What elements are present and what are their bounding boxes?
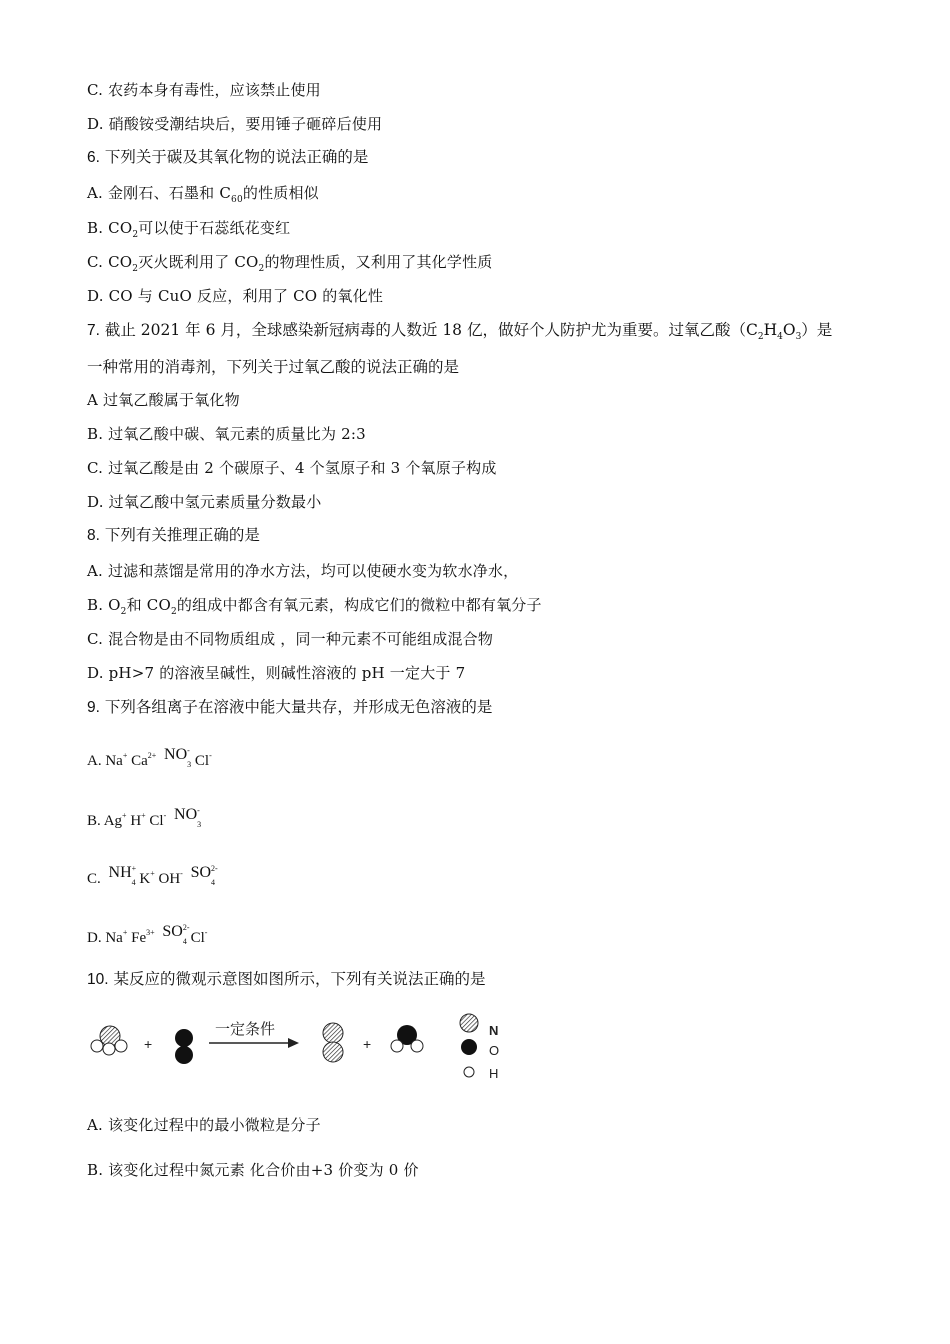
q6-option-d: D. CO 与 CuO 反应，利用了 CO 的氧化性 (87, 287, 384, 305)
q6-number: 6. (87, 149, 100, 166)
ion-oh: OH (158, 871, 181, 887)
ion-symbol: NO (164, 746, 188, 763)
q8-b-text: B. O (87, 596, 121, 614)
reaction-condition: 一定条件 (215, 1021, 276, 1038)
molecule-nh3 (91, 1026, 127, 1055)
q7-option-d: D. 过氧乙酸中氢元素质量分数最小 (87, 493, 322, 511)
q9-stem-text: 下列各组离子在溶液中能大量共存，并形成无色溶液的是 (104, 698, 493, 716)
q9-option-c (87, 863, 218, 889)
ion-cl: Cl (149, 813, 164, 829)
q8-b-text-3: 的组成中都含有氧元素，构成它们的微粒中都有氧分子 (176, 596, 542, 614)
q6-c-sub-1: 2 (132, 264, 139, 274)
q5-option-c: C. 农药本身有毒性，应该禁止使用 (87, 81, 321, 99)
ion-ag: Ag (103, 813, 123, 829)
ion-sulfate (162, 922, 190, 946)
ion-ammonium (108, 863, 137, 887)
q8-option-a: A. 过滤和蒸馏是常用的净水方法，均可以使硬水变为软水净水， (87, 562, 519, 580)
q7-formula-sub-h: 4 (777, 332, 783, 343)
q9-d-label: D. (87, 930, 102, 946)
ion-nitrate (174, 805, 202, 829)
ion-charge: 3+ (146, 928, 155, 937)
q8-option-c: C. 混合物是由不同物质组成 ，同一种元素不可能组成混合物 (87, 630, 494, 648)
q10-option-b: B. 该变化过程中氮元素 化合价由+3 价变为 0 价 (87, 1161, 419, 1179)
q8-stem-text: 下列有关推理正确的是 (104, 526, 260, 544)
molecule-o2 (175, 1029, 193, 1064)
q9-option-d (87, 922, 207, 948)
ion-charge: - (204, 928, 208, 937)
ion-symbol: SO (190, 864, 212, 881)
ion-subscript: 4 (131, 878, 136, 887)
ion-h: H (130, 813, 142, 829)
ion-charge: + (141, 811, 146, 820)
q6-c-text-2: 灭火既利用了 CO (138, 253, 259, 271)
ion-charge: + (122, 811, 127, 820)
plus-sign: + (363, 1036, 372, 1052)
q6-stem (87, 147, 368, 168)
ion-charge: - (187, 746, 190, 755)
ion-charge: + (122, 928, 128, 937)
ion-symbol: SO (162, 923, 183, 940)
molecule-n2 (323, 1023, 343, 1062)
q7-stem-text: 截止 2021 年 6 月，全球感染新冠病毒的人数近 18 亿，做好个人防护尤为重要。过氧乙酸（C (104, 321, 758, 339)
q7-option-b: B. 过氧乙酸中碳、氧元素的质量比为 2:3 (87, 425, 366, 443)
q7-stem-text-end: ）是 (801, 321, 833, 339)
q6-c-text: C. CO (87, 253, 133, 271)
ion-nitrate (164, 745, 192, 769)
q7-option-c: C. 过氧乙酸是由 2 个碳原子、4 个氢原子和 3 个氧原子构成 (87, 459, 497, 477)
q7-formula-h: H (763, 321, 778, 339)
q6-a-sub: 60 (231, 195, 243, 205)
q6-b-text: B. CO (87, 219, 133, 237)
ion-symbol: NH (108, 864, 132, 881)
ion-subscript: 4 (182, 937, 187, 946)
q7-stem-line2: 一种常用的消毒剂，下列关于过氧乙酸的说法正确的是 (87, 358, 460, 376)
ion-symbol: NO (174, 806, 198, 823)
ion-charge: - (209, 751, 212, 760)
q6-stem-text: 下列关于碳及其氧化物的说法正确的是 (104, 148, 369, 166)
q7-stem-line1 (87, 320, 832, 341)
q7-formula-sub-o: 3 (795, 332, 802, 343)
ion-charge: 2- (182, 923, 190, 932)
diagram-legend (460, 1014, 499, 1081)
q10-number: 10. (87, 971, 109, 988)
q6-option-b (87, 218, 290, 238)
ion-charge: + (122, 751, 128, 760)
q8-b-text-2: 和 CO (126, 596, 171, 614)
q9-a-label: A. (87, 753, 102, 769)
ion-charge: - (163, 811, 167, 820)
molecule-h2o (391, 1025, 423, 1052)
legend-h-label: H (489, 1066, 499, 1081)
ion-ca: Ca (131, 753, 148, 769)
q8-option-b (87, 595, 542, 615)
q6-c-text-3: 的物理性质，又利用了其化学性质 (264, 253, 493, 271)
q6-option-a (87, 183, 319, 203)
ion-cl: Cl (190, 930, 205, 946)
ion-k: K (139, 871, 151, 887)
ion-cl: Cl (194, 753, 210, 769)
q6-b-text-2: 可以使于石蕊纸花变红 (138, 219, 291, 237)
ion-subscript: 4 (211, 878, 216, 887)
reaction-diagram (85, 1010, 525, 1090)
legend-o-atom-icon (461, 1039, 477, 1055)
q9-number: 9. (87, 699, 100, 716)
ion-charge: 2- (211, 864, 218, 873)
q8-option-d: D. pH>7 的溶液呈碱性，则碱性溶液的 pH 一定大于 7 (87, 664, 466, 682)
q7-formula-sub-c: 2 (757, 332, 764, 343)
arrow-head (288, 1038, 299, 1048)
q7-option-a: A 过氧乙酸属于氧化物 (87, 391, 240, 409)
ion-subscript: 3 (197, 820, 202, 829)
q9-stem (87, 697, 492, 718)
legend-h-atom-icon (464, 1067, 474, 1077)
q5-option-d: D. 硝酸铵受潮结块后，要用锤子砸碎后使用 (87, 115, 383, 133)
ion-charge: + (150, 869, 155, 878)
q6-b-sub: 2 (132, 230, 139, 240)
ion-fe: Fe (131, 930, 147, 946)
q6-a-text-2: 的性质相似 (242, 184, 319, 202)
ion-charge: + (131, 864, 137, 873)
ion-sulfate (190, 863, 218, 887)
q6-a-text: A. 金刚石、石墨和 C (87, 184, 232, 202)
ion-subscript: 3 (187, 760, 192, 769)
q6-option-c (87, 252, 493, 272)
legend-o-label: O (489, 1043, 500, 1058)
q7-formula-o: O (782, 321, 796, 339)
q6-c-sub-2: 2 (258, 264, 265, 274)
ion-charge: - (197, 806, 200, 815)
q8-stem (87, 525, 260, 546)
q9-c-label: C. (87, 871, 101, 887)
q8-b-sub-1: 2 (120, 607, 127, 617)
q9-b-label: B. (87, 813, 101, 829)
ion-charge: - (180, 869, 183, 878)
ion-na: Na (105, 930, 123, 946)
q7-number: 7. (87, 322, 100, 339)
legend-n-label: N (489, 1023, 499, 1038)
q10-stem-text: 某反应的微观示意图如图所示，下列有关说法正确的是 (113, 970, 486, 988)
plus-sign: + (144, 1036, 153, 1052)
q9-option-a (87, 745, 212, 771)
q10-option-a: A. 该变化过程中的最小微粒是分子 (87, 1116, 321, 1134)
q10-stem (87, 969, 486, 990)
ion-charge: 2+ (147, 751, 157, 760)
legend-n-atom-icon (460, 1014, 478, 1032)
q9-option-b (87, 805, 201, 831)
q8-number: 8. (87, 527, 100, 544)
ion-na: Na (105, 753, 123, 769)
q8-b-sub-2: 2 (170, 607, 177, 617)
